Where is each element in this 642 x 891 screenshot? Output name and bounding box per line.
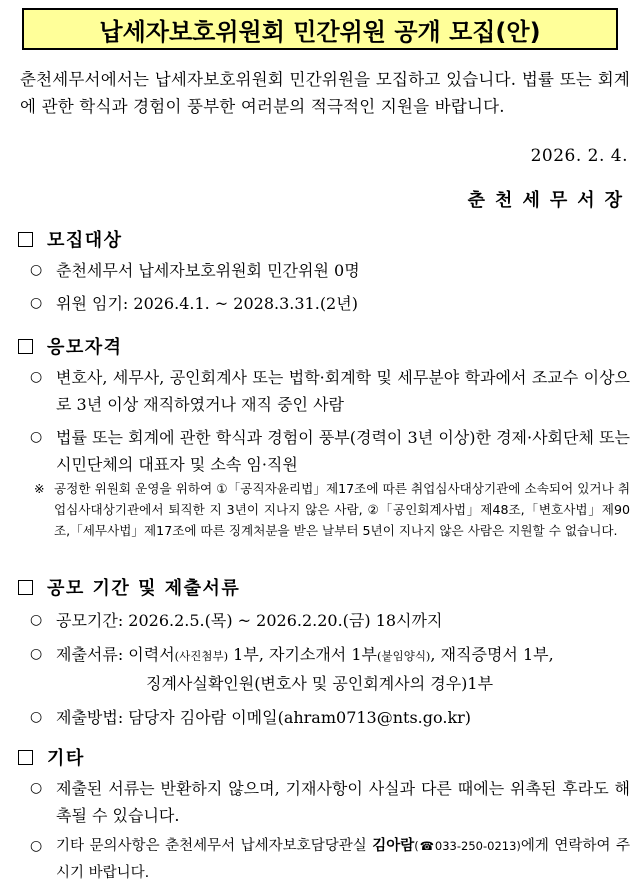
bullet-icon: ○: [30, 262, 43, 278]
bullet-icon: ○: [30, 369, 43, 385]
bullet-icon: ○: [30, 780, 43, 796]
bullet-icon: ○: [30, 295, 43, 311]
bullet-icon: ○: [30, 429, 43, 445]
checkbox-icon: [18, 339, 33, 354]
checkbox-icon: [18, 580, 33, 595]
list-item: ○ 위원 임기: 2026.4.1. ~ 2028.3.31.(2년): [30, 290, 630, 317]
checkbox-icon: [18, 750, 33, 765]
intro-paragraph: 춘천세무서에서는 납세자보호위원회 민간위원을 모집하고 있습니다. 법률 또는 회계에 관한 학식과 경험이 풍부한 여러분의 적극적인 지원을 바랍니다.: [20, 70, 630, 116]
section-title: 공모 기간 및 제출서류: [47, 578, 241, 599]
bullet-icon: ○: [30, 612, 43, 628]
bullet-icon: ○: [30, 646, 43, 662]
page-title: 납세자보호위원회 민간위원 공개 모집(안): [99, 17, 541, 46]
list-item: ○ 기타 문의사항은 춘천세무서 납세자보호담당관실 김아람(☎033-250-0213)에게 연락하여 주시기 바랍니다.: [30, 833, 630, 887]
title-banner: [22, 8, 618, 50]
section-period: [18, 574, 240, 600]
section-qualification: [18, 333, 123, 359]
list-item: ○ 변호사, 세무사, 공인회계사 또는 법학·회계학 및 세무분야 학과에서 조교수 이상으로 3년 이상 재직하였거나 재직 중인 사람: [30, 364, 630, 418]
bullet-icon: ○: [30, 709, 43, 725]
list-item: ○ 공모기간: 2026.2.5.(목) ~ 2026.2.20.(금) 18시까지: [30, 607, 630, 634]
section-target: [18, 226, 123, 252]
list-item: ○ 제출방법: 담당자 김아람 이메일(ahram0713@nts.go.kr): [30, 704, 630, 731]
list-item: ○ 제출된 서류는 반환하지 않으며, 기재사항이 사실과 다른 때에는 위촉된 후라도 해촉될 수 있습니다.: [30, 775, 630, 829]
section-title: 기타: [47, 748, 85, 769]
issuing-office: 춘천세무서장: [467, 190, 632, 211]
qualification-note: ※ 공정한 위원회 운영을 위하여 ①「공직자윤리법」제17조에 따른 취업심사대상기관에 소속되어 있거나 취업심사대상기관에서 퇴직한 지 3년이 지나지 않은 사람, ②「공인회계사법」제48조,「변호사법」제90조,「세무사법」제17조에 따른 징계처분을 받은 날부터 5년이 지나지 않은 사람은 지원할 수 없습니다.: [34, 478, 630, 541]
contact-name: 김아람: [372, 838, 415, 854]
note-icon: ※: [34, 481, 45, 496]
section-title: 모집대상: [47, 230, 123, 251]
checkbox-icon: [18, 232, 33, 247]
bullet-icon: ○: [30, 838, 43, 854]
announcement-date: 2026. 2. 4.: [530, 146, 628, 166]
list-item: ○ 법률 또는 회계에 관한 학식과 경험이 풍부(경력이 3년 이상)한 경제·사회단체 또는 시민단체의 대표자 및 소속 임·직원: [30, 424, 630, 478]
list-item: ○ 춘천세무서 납세자보호위원회 민간위원 0명: [30, 257, 630, 284]
contact-phone: (☎033-250-0213): [414, 839, 521, 853]
section-title: 응모자격: [47, 337, 123, 358]
list-item: ○ 제출서류: 이력서(사진첨부) 1부, 자기소개서 1부(붙임양식), 재직증명서 1부, 징계사실확인원(변호사 및 공인회계사의 경우)1부: [30, 641, 630, 697]
section-etc: [18, 744, 85, 770]
